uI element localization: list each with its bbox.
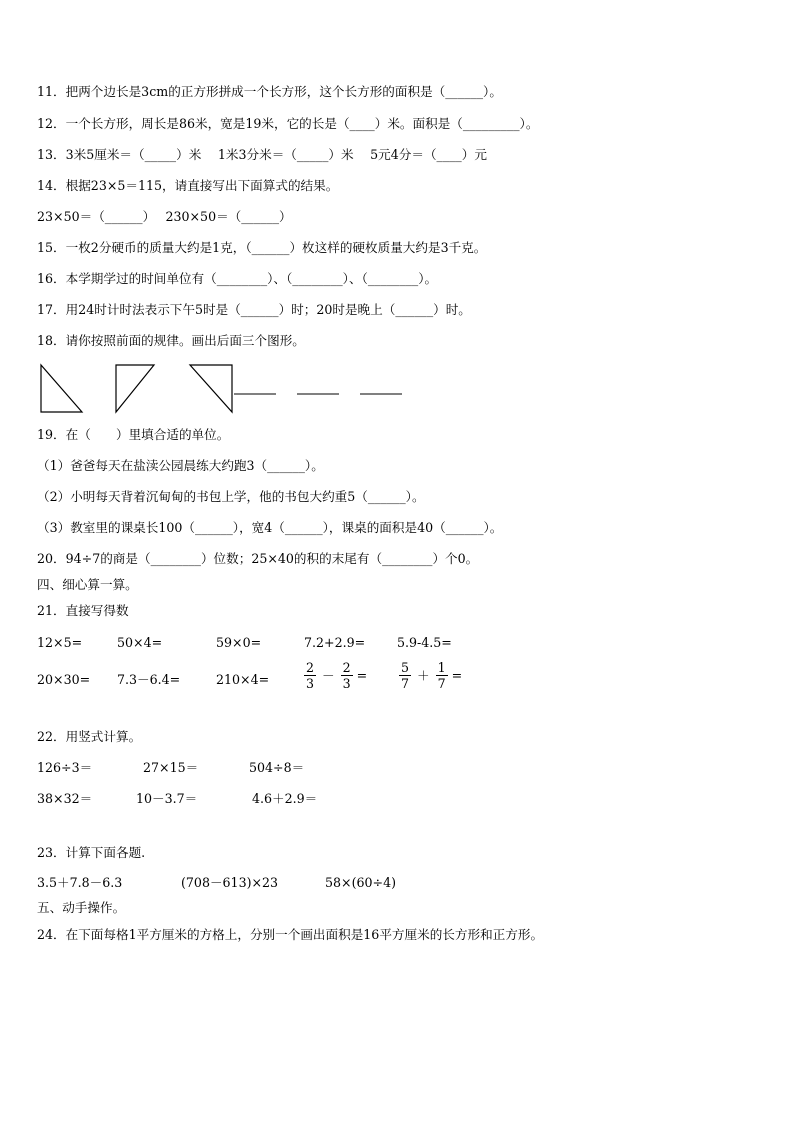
q22-item: 27×15＝ [143,760,199,775]
q22-item: 126÷3＝ [37,760,93,775]
question-16: 16．本学期学过的时间单位有（________）、（________）、（________）。 [37,271,438,286]
question-18: 18．请你按照前面的规律。画出后面三个图形。 [37,333,305,348]
q23-item: (708－613)×23 [181,875,279,890]
question-23: 23．计算下面各题. [37,845,146,860]
question-20: 20．94÷7的商是（________）位数；25×40的积的末尾有（________）个0。 [37,551,479,566]
q22-item: 38×32＝ [37,791,93,806]
q21-item: 20×30= [37,672,91,687]
question-19-2: （2）小明每天背着沉甸甸的书包上学，他的书包大约重5（______）。 [37,489,425,504]
question-11: 11．把两个边长是3cm的正方形拼成一个长方形，这个长方形的面积是（______）。 [37,84,502,99]
question-15: 15．一枚2分硬币的质量大约是1克，（______）枚这样的硬枚质量大约是3千克。 [37,240,487,255]
fraction-expression-1: $\frac{2}{3}$ － $\frac{2}{3}$ = [306,660,368,691]
fraction: $\frac{2}{3}$ [342,660,351,691]
fraction: $\frac{5}{7}$ [401,660,410,691]
q21-item: 7.3－6.4= [117,672,181,687]
triangle-figure-1 [41,365,82,412]
q21-item: 59×0= [216,635,262,650]
q22-item: 504÷8＝ [249,760,305,775]
q21-item: 7.2+2.9= [304,635,366,650]
fraction: $\frac{1}{7}$ [437,660,446,691]
q22-item: 4.6＋2.9＝ [252,791,318,806]
question-14: 14．根据23×5＝115，请直接写出下面算式的结果。 [37,178,339,193]
q22-item: 10－3.7＝ [136,791,198,806]
section-4-heading: 四、细心算一算。 [37,577,138,592]
question-19-1: （1）爸爸每天在盐渎公园晨练大约跑3（______）。 [37,458,324,473]
question-17: 17．用24时计时法表示下午5时是（______）时；20时是晚上（______）时。 [37,302,471,317]
section-5-heading: 五、动手操作。 [37,900,126,915]
fraction-expression-2: $\frac{5}{7}$ ＋ $\frac{1}{7}$ = [401,660,463,691]
pattern-figures [36,360,416,420]
question-19: 19．在（ ）里填合适的单位。 [37,427,230,442]
question-22: 22．用竖式计算。 [37,729,142,744]
triangle-figure-3 [190,365,232,412]
question-21: 21．直接写得数 [37,603,129,618]
q21-item: 5.9-4.5= [397,635,452,650]
question-13: 13．3米5厘米＝（_____）米 1米3分米＝（_____）米 5元4分＝（____）元 [37,147,487,162]
question-14-blanks: 23×50＝（______） 230×50＝（______） [37,209,292,224]
fraction: $\frac{2}{3}$ [306,660,315,691]
question-24: 24．在下面每格1平方厘米的方格上，分别一个画出面积是16平方厘米的长方形和正方形。 [37,927,544,942]
triangle-figure-2 [116,365,154,412]
q23-item: 3.5＋7.8－6.3 [37,875,123,890]
q21-item: 12×5= [37,635,83,650]
q23-item: 58×(60÷4) [325,875,396,890]
question-12: 12．一个长方形，周长是86米，宽是19米，它的长是（____）米。面积是（_________）。 [37,116,539,131]
question-19-3: （3）教室里的课桌长100（______），宽4（______），课桌的面积是40（______）。 [37,520,503,535]
q21-item: 50×4= [117,635,163,650]
q21-item: 210×4= [216,672,270,687]
